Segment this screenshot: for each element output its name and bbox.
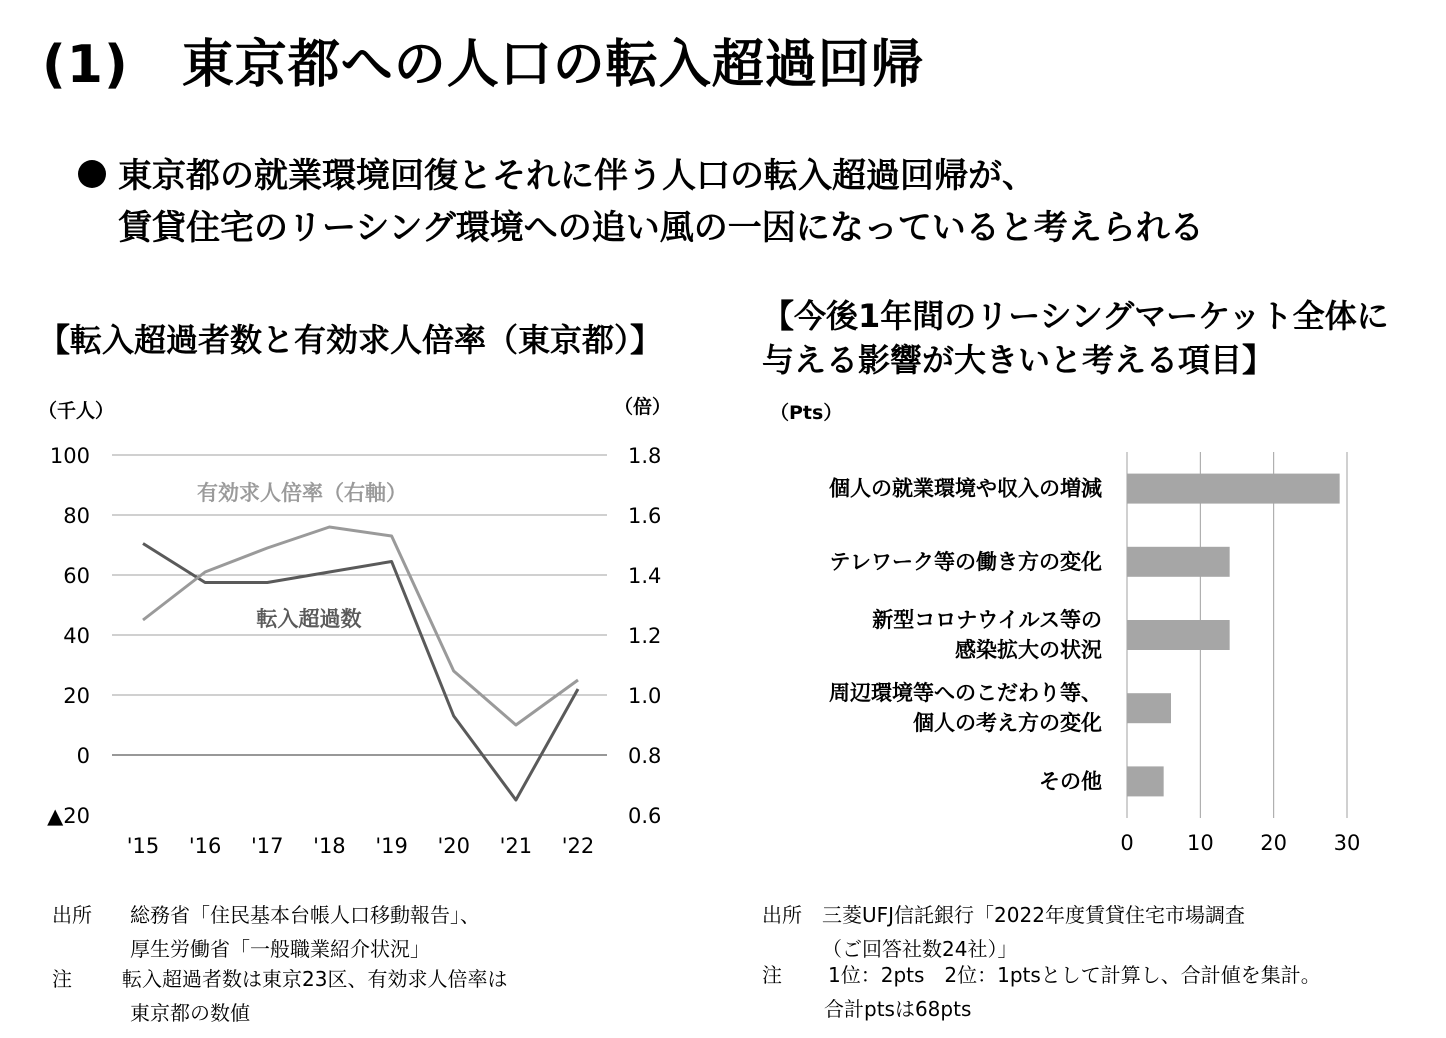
right-tick-label: 1.6 [628, 504, 662, 528]
bar [1127, 693, 1171, 723]
category-label: 個人の考え方の変化 [913, 711, 1102, 736]
bar [1127, 474, 1340, 504]
category-label: テレワーク等の働き方の変化 [829, 549, 1102, 574]
bar [1127, 547, 1230, 577]
left-tick-label: ▲20 [47, 804, 90, 828]
bullet-dot [78, 160, 106, 188]
category-label: その他 [1039, 769, 1102, 794]
category-label: 感染拡大の状況 [955, 638, 1102, 662]
net-inflow-series-label: 転入超過数 [256, 607, 362, 631]
right-note-label: 注 [762, 963, 782, 987]
left-source-line-2: 厚生労働省「一般職業紹介状況」 [130, 937, 430, 961]
x-tick-label: 30 [1333, 831, 1361, 855]
right-source-text [822, 898, 1245, 966]
x-tick-label: '15 [126, 834, 160, 858]
right-tick-label: 1.2 [628, 624, 662, 648]
left-note-label: 注 [52, 967, 72, 991]
left-source-line-1: 総務省「住民基本台帳人口移動報告」、 [130, 903, 480, 927]
job-ratio-series-label: 有効求人倍率（右軸） [197, 481, 407, 505]
left-source-text [130, 898, 480, 966]
right-tick-label: 1.0 [628, 684, 662, 708]
line-chart [0, 430, 700, 870]
x-tick-label: '19 [375, 834, 408, 858]
summary-bullet [118, 150, 1438, 254]
bar [1127, 766, 1164, 796]
category-label: 新型コロナウイルス等の [872, 608, 1102, 632]
left-tick-label: 40 [63, 624, 90, 648]
right-tick-label: 1.8 [628, 444, 662, 468]
left-note-text [122, 962, 507, 1030]
right-note-text [824, 958, 1321, 1026]
right-source-label: 出所 [762, 903, 802, 927]
right-chart-title-line-2: 与える影響が大きいと考える項目】 [762, 341, 1275, 379]
x-tick-label: '16 [188, 834, 222, 858]
right-note-line-2: 合計ptsは68pts [824, 997, 972, 1021]
x-tick-label: '20 [437, 834, 470, 858]
left-note-line-2: 東京都の数値 [130, 1001, 250, 1025]
x-tick-label: 20 [1260, 831, 1288, 855]
page-title: (1) 東京都への人口の転入超過回帰 [42, 35, 924, 95]
net-inflow-line [143, 544, 578, 801]
bar [1127, 620, 1230, 650]
category-label: 周辺環境等へのこだわり等、 [829, 681, 1102, 706]
left-source-label: 出所 [52, 903, 92, 927]
left-tick-label: 100 [49, 444, 90, 468]
summary-line-2: 賃貸住宅のリーシング環境への追い風の一因になっていると考えられる [118, 208, 1204, 248]
left-tick-label: 0 [76, 744, 90, 768]
summary-line-1: 東京都の就業環境回復とそれに伴う人口の転入超過回帰が、 [118, 156, 1036, 196]
right-chart-title-line-1: 【今後1年間のリーシングマーケット全体に [762, 297, 1389, 335]
right-tick-label: 0.6 [628, 804, 662, 828]
left-note-line-1: 転入超過者数は東京23区、有効求人倍率は [122, 967, 508, 991]
x-tick-label: '18 [313, 834, 346, 858]
x-tick-label: 0 [1120, 831, 1134, 855]
category-label: 個人の就業環境や収入の増減 [829, 476, 1102, 501]
left-axis-unit: （千人） [38, 400, 115, 422]
right-source-line-1: 三菱UFJ信託銀行「2022年度賃貸住宅市場調査 [822, 903, 1245, 927]
right-tick-label: 1.4 [628, 564, 662, 588]
left-tick-label: 20 [63, 684, 90, 708]
bar-chart [740, 430, 1440, 870]
x-tick-label: 10 [1186, 831, 1214, 855]
x-tick-label: '22 [561, 834, 595, 858]
right-source-line-2: （ご回答社数24社）」 [822, 937, 1018, 961]
left-tick-label: 80 [63, 504, 90, 528]
bar-unit: （Pts） [770, 402, 843, 424]
left-tick-label: 60 [63, 564, 90, 588]
right-tick-label: 0.8 [628, 744, 662, 768]
right-note-line-1: 1位：2pts 2位：1ptsとして計算し、合計値を集計。 [828, 963, 1321, 987]
right-chart-title [762, 294, 1389, 382]
x-tick-label: '17 [251, 834, 284, 858]
left-chart-title: 【転入超過者数と有効求人倍率（東京都）】 [38, 321, 663, 359]
right-axis-unit: （倍） [614, 396, 672, 418]
x-tick-label: '21 [499, 834, 533, 858]
